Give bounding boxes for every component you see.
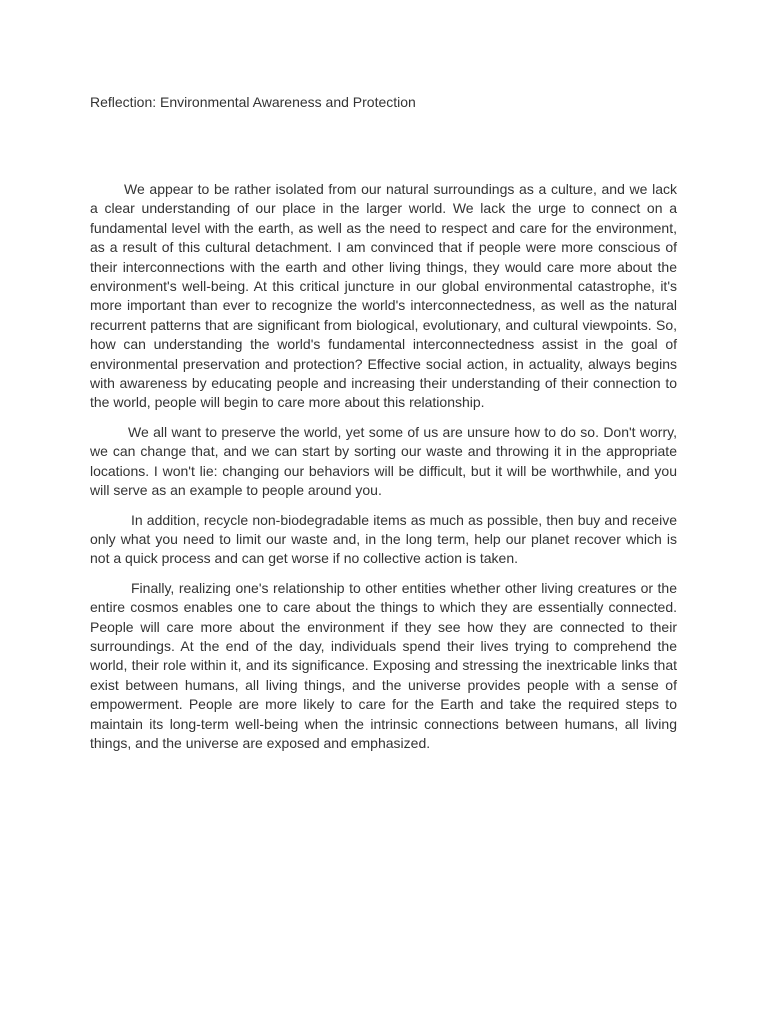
paragraph-3: In addition, recycle non-biodegradable items as much as possible, then buy and receive only what you need to limit our waste and, in the long term, help our planet recover which is not a quick process and can get worse if no collective action is taken. xyxy=(90,511,677,567)
paragraph-4: Finally, realizing one's relationship to other entities whether other living creatures or the entire cosmos enables one to care about the things to which they are essentially connected. People will care more about the environment if they see how they are connected to their surroundings. At the end of the day, individuals spend their lives trying to comprehend the world, their role within it, and its significance. Exposing and stressing the inextricable links that exist between humans, all living things, and the universe provides people with a sense of empowerment. People are more likely to care for the Earth and take the required steps to maintain its long-term well-being when the intrinsic connections between humans, all living things, and the universe are exposed and emphasized. xyxy=(90,579,677,751)
document-body xyxy=(90,180,677,763)
paragraph-1: We appear to be rather isolated from our natural surroundings as a culture, and we lack a clear understanding of our place in the larger world. We lack the urge to connect on a fundamental level with the earth, as well as the need to respect and care for the environment, as a result of this cultural detachment. I am convinced that if people were more conscious of their interconnections with the earth and other living things, they would care more about the environment's well-being. At this critical juncture in our global environmental catastrophe, it's more important than ever to recognize the world's interconnectedness, as well as the natural recurrent patterns that are significant from biological, evolutionary, and cultural viewpoints. So, how can understanding the world's fundamental interconnectedness assist in the goal of environmental preservation and protection? Effective social action, in actuality, always begins with awareness by educating people and increasing their understanding of their connection to the world, people will begin to care more about this relationship. xyxy=(90,181,677,411)
paragraph-2: We all want to preserve the world, yet some of us are unsure how to do so. Don't worry, we can change that, and we can start by sorting our waste and throwing it in the appropriate locations. I won't lie: changing our behaviors will be difficult, but it will be worthwhile, and you will serve as an example to people around you. xyxy=(90,423,677,499)
document-title: Reflection: Environmental Awareness and Protection xyxy=(90,94,416,110)
